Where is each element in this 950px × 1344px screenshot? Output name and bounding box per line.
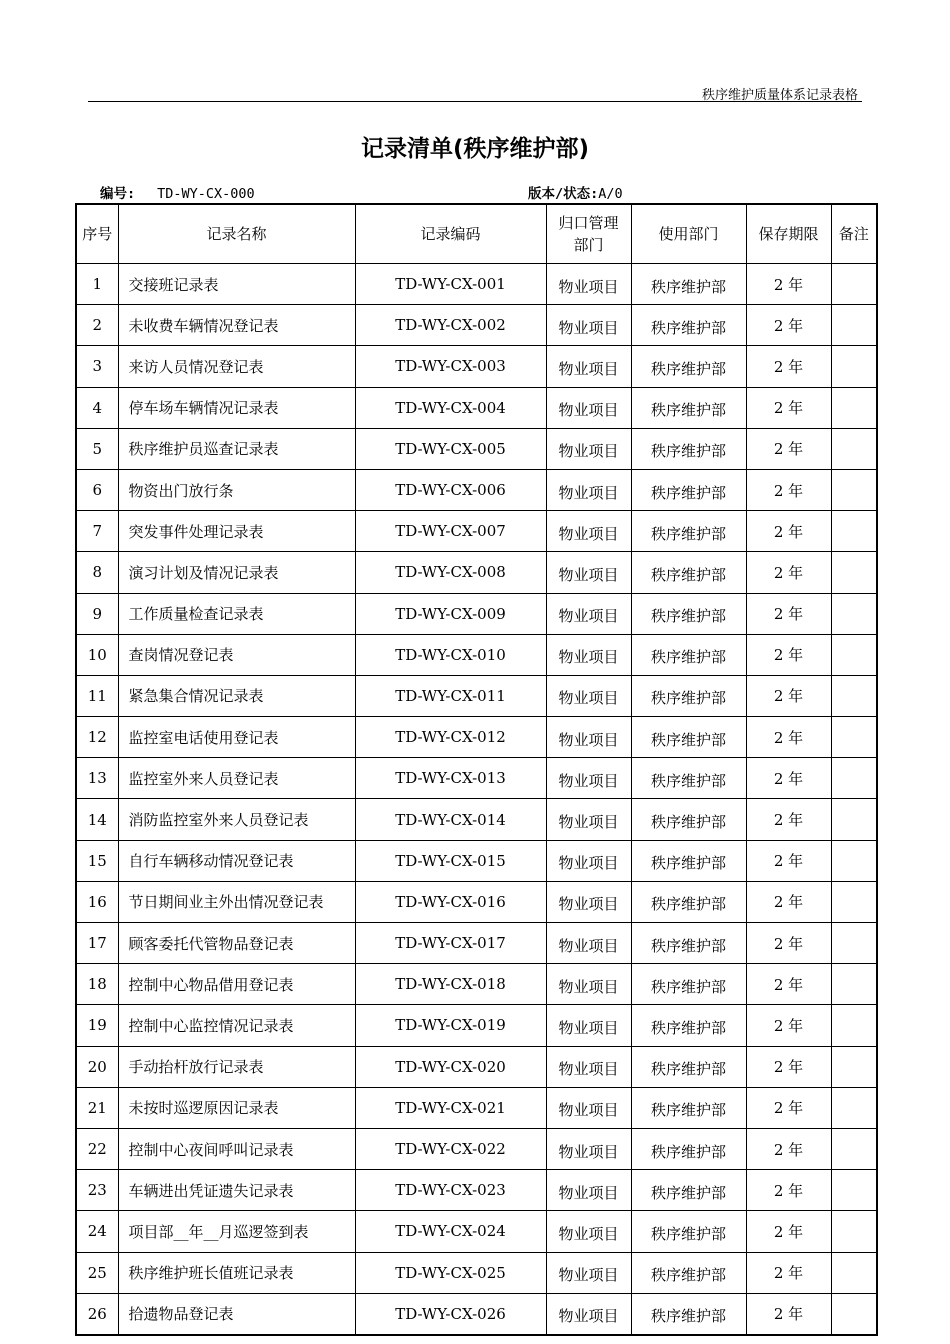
cell-managing-dept: 物业项目 (546, 1005, 631, 1046)
cell-retention: 2 年 (746, 264, 831, 305)
cell-record-name: 自行车辆移动情况登记表 (118, 840, 355, 881)
cell-retention: 2 年 (746, 469, 831, 510)
cell-remarks (831, 675, 877, 716)
page-title: 记录清单(秩序维护部) (360, 136, 590, 162)
cell-record-code: TD-WY-CX-003 (355, 346, 546, 387)
cell-record-name: 演习计划及情况记录表 (118, 552, 355, 593)
table-row (76, 840, 877, 881)
cell-using-dept: 秩序维护部 (631, 675, 746, 716)
cell-record-name: 控制中心夜间呼叫记录表 (118, 1128, 355, 1169)
table-row (76, 675, 877, 716)
cell-record-code: TD-WY-CX-009 (355, 593, 546, 634)
cell-using-dept: 秩序维护部 (631, 634, 746, 675)
cell-retention: 2 年 (746, 511, 831, 552)
cell-retention: 2 年 (746, 758, 831, 799)
cell-retention: 2 年 (746, 634, 831, 675)
cell-remarks (831, 1252, 877, 1293)
cell-record-code: TD-WY-CX-007 (355, 511, 546, 552)
cell-number: 3 (76, 346, 118, 387)
cell-retention: 2 年 (746, 1293, 831, 1335)
cell-record-code: TD-WY-CX-026 (355, 1293, 546, 1335)
cell-using-dept: 秩序维护部 (631, 923, 746, 964)
column-header-managing-dept (546, 204, 631, 264)
cell-record-name: 节日期间业主外出情况登记表 (118, 881, 355, 922)
cell-record-code: TD-WY-CX-024 (355, 1211, 546, 1252)
cell-number: 1 (76, 264, 118, 305)
column-header-number: 序号 (76, 204, 118, 264)
header-label: 秩序维护质量体系记录表格 (701, 88, 858, 103)
cell-record-name: 未收费车辆情况登记表 (118, 305, 355, 346)
cell-using-dept: 秩序维护部 (631, 469, 746, 510)
cell-remarks (831, 264, 877, 305)
cell-using-dept: 秩序维护部 (631, 840, 746, 881)
header-divider (88, 101, 862, 102)
cell-remarks (831, 1293, 877, 1335)
cell-remarks (831, 305, 877, 346)
cell-managing-dept: 物业项目 (546, 552, 631, 593)
cell-record-name: 顾客委托代管物品登记表 (118, 923, 355, 964)
table-row (76, 1128, 877, 1169)
cell-record-code: TD-WY-CX-010 (355, 634, 546, 675)
cell-number: 24 (76, 1211, 118, 1252)
cell-record-name: 控制中心物品借用登记表 (118, 964, 355, 1005)
cell-using-dept: 秩序维护部 (631, 758, 746, 799)
table-row (76, 428, 877, 469)
cell-managing-dept: 物业项目 (546, 717, 631, 758)
cell-retention: 2 年 (746, 1087, 831, 1128)
cell-managing-dept: 物业项目 (546, 305, 631, 346)
document-number-value: TD-WY-CX-000 (157, 186, 255, 202)
table-row (76, 1252, 877, 1293)
cell-managing-dept: 物业项目 (546, 1087, 631, 1128)
cell-using-dept: 秩序维护部 (631, 1293, 746, 1335)
table-row (76, 923, 877, 964)
cell-record-code: TD-WY-CX-018 (355, 964, 546, 1005)
cell-using-dept: 秩序维护部 (631, 428, 746, 469)
table-row (76, 964, 877, 1005)
cell-number: 23 (76, 1170, 118, 1211)
cell-number: 2 (76, 305, 118, 346)
cell-remarks (831, 1211, 877, 1252)
table-row (76, 1293, 877, 1335)
column-header-remarks: 备注 (831, 204, 877, 264)
cell-managing-dept: 物业项目 (546, 1252, 631, 1293)
cell-number: 9 (76, 593, 118, 634)
cell-remarks (831, 1170, 877, 1211)
cell-record-code: TD-WY-CX-025 (355, 1252, 546, 1293)
table-row (76, 1087, 877, 1128)
cell-using-dept: 秩序维护部 (631, 799, 746, 840)
column-header-retention: 保存期限 (746, 204, 831, 264)
table-row (76, 799, 877, 840)
cell-record-code: TD-WY-CX-001 (355, 264, 546, 305)
cell-managing-dept: 物业项目 (546, 1211, 631, 1252)
cell-managing-dept: 物业项目 (546, 923, 631, 964)
version-status-value: A/0 (598, 186, 623, 202)
cell-using-dept: 秩序维护部 (631, 1128, 746, 1169)
cell-record-code: TD-WY-CX-002 (355, 305, 546, 346)
cell-record-name: 来访人员情况登记表 (118, 346, 355, 387)
cell-number: 20 (76, 1046, 118, 1087)
column-header-record-code: 记录编码 (355, 204, 546, 264)
cell-remarks (831, 469, 877, 510)
cell-managing-dept: 物业项目 (546, 675, 631, 716)
cell-retention: 2 年 (746, 1046, 831, 1087)
cell-record-code: TD-WY-CX-016 (355, 881, 546, 922)
cell-using-dept: 秩序维护部 (631, 1087, 746, 1128)
cell-remarks (831, 717, 877, 758)
cell-remarks (831, 346, 877, 387)
cell-retention: 2 年 (746, 1170, 831, 1211)
cell-retention: 2 年 (746, 552, 831, 593)
cell-managing-dept: 物业项目 (546, 840, 631, 881)
cell-number: 12 (76, 717, 118, 758)
cell-managing-dept: 物业项目 (546, 1128, 631, 1169)
cell-record-name: 控制中心监控情况记录表 (118, 1005, 355, 1046)
cell-record-name: 拾遗物品登记表 (118, 1293, 355, 1335)
table-row (76, 469, 877, 510)
cell-number: 19 (76, 1005, 118, 1046)
cell-managing-dept: 物业项目 (546, 428, 631, 469)
cell-using-dept: 秩序维护部 (631, 1005, 746, 1046)
cell-remarks (831, 511, 877, 552)
cell-remarks (831, 428, 877, 469)
cell-using-dept: 秩序维护部 (631, 552, 746, 593)
cell-retention: 2 年 (746, 305, 831, 346)
column-header-record-name: 记录名称 (118, 204, 355, 264)
cell-record-code: TD-WY-CX-005 (355, 428, 546, 469)
cell-managing-dept: 物业项目 (546, 799, 631, 840)
cell-using-dept: 秩序维护部 (631, 881, 746, 922)
table-row (76, 552, 877, 593)
cell-remarks (831, 758, 877, 799)
cell-using-dept: 秩序维护部 (631, 1211, 746, 1252)
cell-managing-dept: 物业项目 (546, 634, 631, 675)
version-status (528, 182, 623, 202)
cell-number: 14 (76, 799, 118, 840)
cell-record-name: 工作质量检查记录表 (118, 593, 355, 634)
version-status-label: 版本/状态: (528, 186, 599, 202)
cell-using-dept: 秩序维护部 (631, 346, 746, 387)
cell-using-dept: 秩序维护部 (631, 1170, 746, 1211)
document-number-label: 编号: (100, 186, 136, 202)
cell-retention: 2 年 (746, 593, 831, 634)
cell-using-dept: 秩序维护部 (631, 1252, 746, 1293)
cell-number: 26 (76, 1293, 118, 1335)
cell-record-code: TD-WY-CX-015 (355, 840, 546, 881)
cell-retention: 2 年 (746, 675, 831, 716)
cell-record-name: 秩序维护班长值班记录表 (118, 1252, 355, 1293)
cell-managing-dept: 物业项目 (546, 964, 631, 1005)
cell-number: 8 (76, 552, 118, 593)
cell-retention: 2 年 (746, 964, 831, 1005)
cell-managing-dept: 物业项目 (546, 881, 631, 922)
cell-remarks (831, 840, 877, 881)
cell-retention: 2 年 (746, 923, 831, 964)
cell-record-code: TD-WY-CX-014 (355, 799, 546, 840)
table-row (76, 1005, 877, 1046)
cell-record-code: TD-WY-CX-020 (355, 1046, 546, 1087)
cell-managing-dept: 物业项目 (546, 346, 631, 387)
table-row (76, 881, 877, 922)
table-row (76, 511, 877, 552)
cell-record-name: 监控室电话使用登记表 (118, 717, 355, 758)
cell-retention: 2 年 (746, 387, 831, 428)
cell-retention: 2 年 (746, 1005, 831, 1046)
cell-retention: 2 年 (746, 346, 831, 387)
cell-number: 13 (76, 758, 118, 799)
cell-number: 10 (76, 634, 118, 675)
cell-retention: 2 年 (746, 881, 831, 922)
column-header-using-dept: 使用部门 (631, 204, 746, 264)
cell-using-dept: 秩序维护部 (631, 1046, 746, 1087)
cell-record-code: TD-WY-CX-008 (355, 552, 546, 593)
cell-record-code: TD-WY-CX-004 (355, 387, 546, 428)
cell-record-code: TD-WY-CX-023 (355, 1170, 546, 1211)
document-meta (100, 182, 860, 202)
cell-remarks (831, 634, 877, 675)
cell-retention: 2 年 (746, 428, 831, 469)
cell-record-name: 物资出门放行条 (118, 469, 355, 510)
cell-number: 7 (76, 511, 118, 552)
cell-remarks (831, 1087, 877, 1128)
cell-using-dept: 秩序维护部 (631, 593, 746, 634)
cell-record-name: 查岗情况登记表 (118, 634, 355, 675)
cell-retention: 2 年 (746, 840, 831, 881)
table-row (76, 346, 877, 387)
cell-record-name: 突发事件处理记录表 (118, 511, 355, 552)
cell-record-name: 车辆进出凭证遗失记录表 (118, 1170, 355, 1211)
cell-number: 5 (76, 428, 118, 469)
cell-number: 16 (76, 881, 118, 922)
cell-record-code: TD-WY-CX-022 (355, 1128, 546, 1169)
cell-number: 17 (76, 923, 118, 964)
cell-managing-dept: 物业项目 (546, 511, 631, 552)
cell-remarks (831, 881, 877, 922)
cell-record-code: TD-WY-CX-017 (355, 923, 546, 964)
cell-record-code: TD-WY-CX-006 (355, 469, 546, 510)
cell-number: 4 (76, 387, 118, 428)
cell-managing-dept: 物业项目 (546, 758, 631, 799)
cell-number: 6 (76, 469, 118, 510)
cell-record-code: TD-WY-CX-021 (355, 1087, 546, 1128)
cell-managing-dept: 物业项目 (546, 264, 631, 305)
cell-number: 15 (76, 840, 118, 881)
cell-retention: 2 年 (746, 1211, 831, 1252)
table-header-row (76, 204, 877, 264)
cell-retention: 2 年 (746, 1252, 831, 1293)
cell-managing-dept: 物业项目 (546, 1046, 631, 1087)
cell-managing-dept: 物业项目 (546, 593, 631, 634)
cell-record-name: 手动抬杆放行记录表 (118, 1046, 355, 1087)
table-row (76, 1211, 877, 1252)
cell-number: 11 (76, 675, 118, 716)
table-row (76, 264, 877, 305)
cell-managing-dept: 物业项目 (546, 1170, 631, 1211)
cell-retention: 2 年 (746, 717, 831, 758)
cell-number: 22 (76, 1128, 118, 1169)
cell-using-dept: 秩序维护部 (631, 387, 746, 428)
table-row (76, 387, 877, 428)
cell-record-name: 项目部__年__月巡逻签到表 (118, 1211, 355, 1252)
cell-using-dept: 秩序维护部 (631, 511, 746, 552)
cell-record-name: 监控室外来人员登记表 (118, 758, 355, 799)
cell-record-name: 紧急集合情况记录表 (118, 675, 355, 716)
table-row (76, 1046, 877, 1087)
cell-retention: 2 年 (746, 799, 831, 840)
cell-record-code: TD-WY-CX-019 (355, 1005, 546, 1046)
cell-number: 18 (76, 964, 118, 1005)
cell-using-dept: 秩序维护部 (631, 964, 746, 1005)
cell-managing-dept: 物业项目 (546, 469, 631, 510)
document-number (100, 182, 255, 202)
cell-remarks (831, 1128, 877, 1169)
cell-number: 25 (76, 1252, 118, 1293)
table-row (76, 593, 877, 634)
table-row (76, 305, 877, 346)
table-row (76, 1170, 877, 1211)
cell-remarks (831, 387, 877, 428)
cell-remarks (831, 1046, 877, 1087)
cell-remarks (831, 923, 877, 964)
records-table (75, 203, 878, 1336)
cell-record-name: 交接班记录表 (118, 264, 355, 305)
cell-record-name: 停车场车辆情况记录表 (118, 387, 355, 428)
cell-remarks (831, 799, 877, 840)
cell-record-code: TD-WY-CX-012 (355, 717, 546, 758)
cell-record-code: TD-WY-CX-013 (355, 758, 546, 799)
cell-record-code: TD-WY-CX-011 (355, 675, 546, 716)
cell-remarks (831, 964, 877, 1005)
cell-record-name: 消防监控室外来人员登记表 (118, 799, 355, 840)
cell-using-dept: 秩序维护部 (631, 717, 746, 758)
cell-number: 21 (76, 1087, 118, 1128)
table-row (76, 717, 877, 758)
cell-remarks (831, 552, 877, 593)
cell-record-name: 未按时巡逻原因记录表 (118, 1087, 355, 1128)
cell-remarks (831, 593, 877, 634)
cell-remarks (831, 1005, 877, 1046)
cell-using-dept: 秩序维护部 (631, 305, 746, 346)
column-header-managing-dept-text: 归口管理部门 (558, 214, 619, 254)
cell-managing-dept: 物业项目 (546, 387, 631, 428)
table-row (76, 634, 877, 675)
cell-retention: 2 年 (746, 1128, 831, 1169)
cell-using-dept: 秩序维护部 (631, 264, 746, 305)
cell-record-name: 秩序维护员巡查记录表 (118, 428, 355, 469)
cell-managing-dept: 物业项目 (546, 1293, 631, 1335)
table-row (76, 758, 877, 799)
